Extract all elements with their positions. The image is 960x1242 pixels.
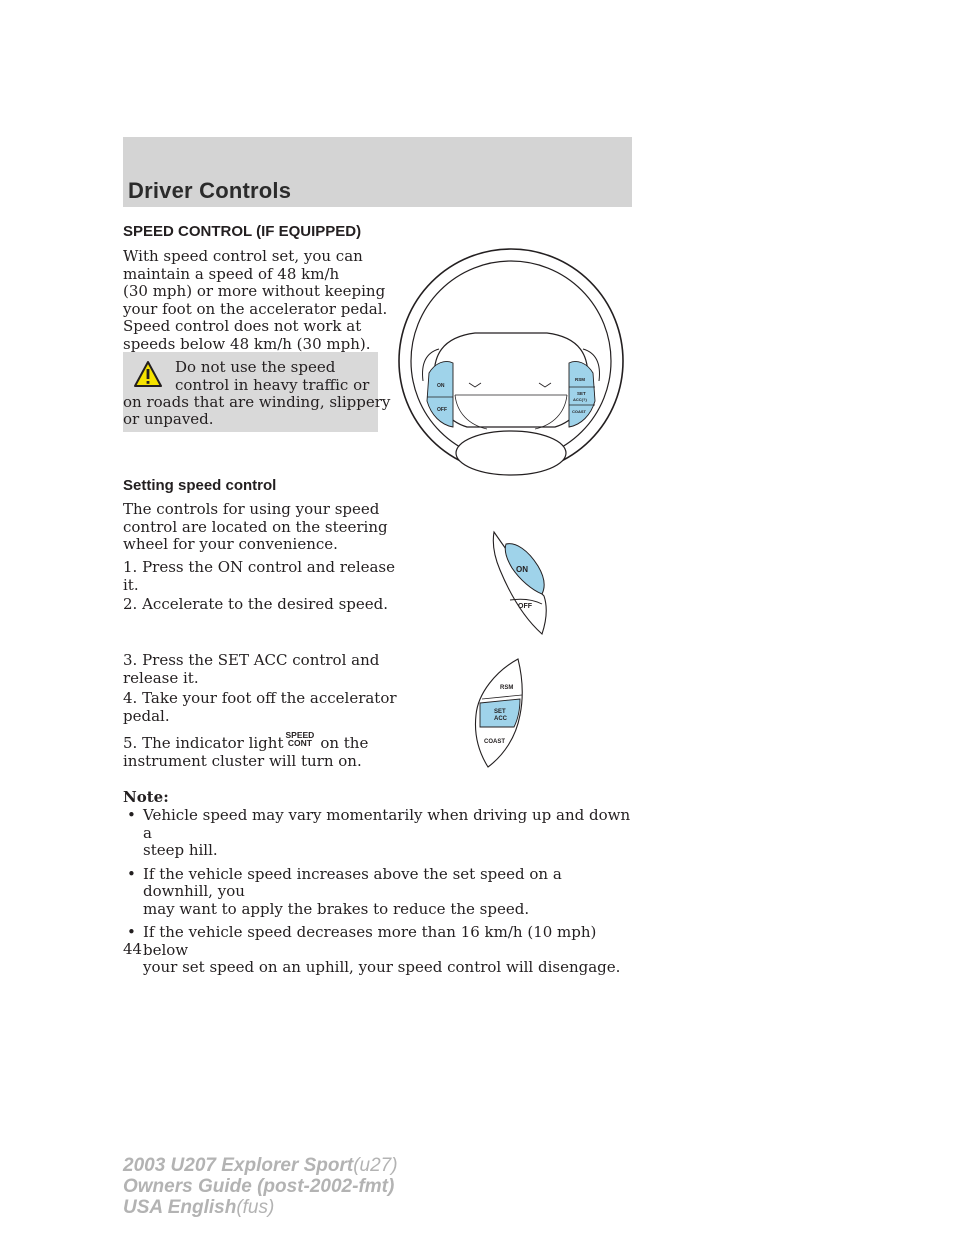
page-number: 44 bbox=[123, 940, 143, 958]
icon-line: SPEED bbox=[285, 730, 315, 740]
wheel-set-label: SET bbox=[577, 391, 586, 396]
text-fragment: 5. The indicator light bbox=[123, 734, 284, 752]
text-line: Vehicle speed may vary momentarily when driving up and down a bbox=[143, 806, 631, 842]
text-line: it. bbox=[123, 575, 139, 594]
text-line: may want to apply the brakes to reduce the speed. bbox=[143, 899, 530, 918]
text-line: maintain a speed of 48 km/h bbox=[123, 264, 340, 283]
steering-wheel-illustration bbox=[395, 245, 627, 477]
text-line: control are located on the steering bbox=[123, 517, 388, 536]
set-button-label: SET bbox=[494, 709, 506, 715]
coast-button-label: COAST bbox=[484, 739, 505, 745]
wheel-rsm-label: RSM bbox=[575, 377, 585, 382]
notes-list bbox=[123, 807, 633, 983]
off-button-label: OFF bbox=[518, 603, 532, 610]
on-button-label: ON bbox=[516, 565, 528, 574]
controls-paragraph bbox=[123, 501, 388, 554]
set-acc-control-illustration bbox=[470, 655, 530, 770]
footer-text: 2003 U207 Explorer Sport bbox=[123, 1155, 354, 1176]
list-item bbox=[123, 924, 633, 977]
footer-text: (u27) bbox=[353, 1155, 398, 1176]
text-line: release it. bbox=[123, 668, 199, 687]
speed-control-indicator-icon bbox=[285, 731, 314, 747]
page-heading: SPEED CONTROL (IF EQUIPPED) bbox=[123, 223, 362, 240]
step-3 bbox=[123, 652, 379, 687]
text-line: If the vehicle speed increases above the set speed on a downhill, you bbox=[143, 864, 562, 900]
text-line: 4. Take your foot off the accelerator bbox=[123, 689, 397, 707]
step-1 bbox=[123, 559, 395, 594]
acc-button-label: ACC bbox=[494, 716, 507, 722]
step-2: 2. Accelerate to the desired speed. bbox=[123, 595, 389, 613]
text-line: your set speed on an uphill, your speed control will disengage. bbox=[143, 958, 621, 976]
text-line: your foot on the accelerator pedal. bbox=[123, 299, 388, 318]
wheel-coast-label: COAST bbox=[572, 409, 586, 414]
warning-text-line: or unpaved. bbox=[123, 410, 214, 428]
bullet: • bbox=[127, 806, 136, 824]
text-line: wheel for your convenience. bbox=[123, 535, 338, 553]
subheading: Setting speed control bbox=[123, 477, 277, 494]
list-item bbox=[123, 807, 633, 860]
warning-icon bbox=[133, 360, 163, 388]
text-line: steep hill. bbox=[143, 841, 218, 859]
intro-paragraph bbox=[123, 248, 387, 353]
text-line: speeds below 48 km/h (30 mph). bbox=[123, 334, 371, 353]
text-line: pedal. bbox=[123, 706, 170, 725]
warning-text-line: Do not use the speed bbox=[175, 358, 336, 376]
text-line: The controls for using your speed bbox=[123, 500, 380, 518]
icon-line: CONT bbox=[287, 738, 312, 748]
footer-text: USA English bbox=[123, 1197, 237, 1218]
wheel-off-label: OFF bbox=[437, 407, 447, 413]
step-4 bbox=[123, 690, 397, 725]
text-fragment: on the bbox=[320, 734, 369, 752]
bullet: • bbox=[127, 923, 136, 941]
text-line: With speed control set, you can bbox=[123, 247, 363, 265]
list-item bbox=[123, 866, 633, 919]
warning-text-line: control in heavy traffic or bbox=[175, 376, 370, 394]
text-line: 1. Press the ON control and release bbox=[123, 558, 396, 576]
footer-text: Owners Guide (post-2002-fmt) bbox=[123, 1176, 395, 1197]
bullet: • bbox=[127, 864, 136, 883]
text-line: instrument cluster will turn on. bbox=[123, 751, 362, 770]
wheel-acc-label: ACC(?) bbox=[573, 397, 587, 402]
footer-text: (fus) bbox=[236, 1197, 275, 1218]
warning-text-line: on roads that are winding, slippery bbox=[123, 393, 391, 411]
step-5 bbox=[123, 731, 368, 770]
document-footer bbox=[123, 1155, 398, 1218]
text-line: 3. Press the SET ACC control and bbox=[123, 651, 380, 669]
text-line: Speed control does not work at bbox=[123, 317, 362, 335]
rsm-button-label: RSM bbox=[500, 685, 514, 691]
text-line: If the vehicle speed decreases more than 16 km/h (10 mph) below bbox=[143, 923, 597, 959]
text-line: (30 mph) or more without keeping bbox=[123, 282, 386, 300]
note-label: Note: bbox=[123, 788, 169, 806]
on-off-control-illustration bbox=[488, 528, 568, 638]
section-title: Driver Controls bbox=[128, 178, 292, 203]
wheel-on-label: ON bbox=[437, 383, 445, 389]
